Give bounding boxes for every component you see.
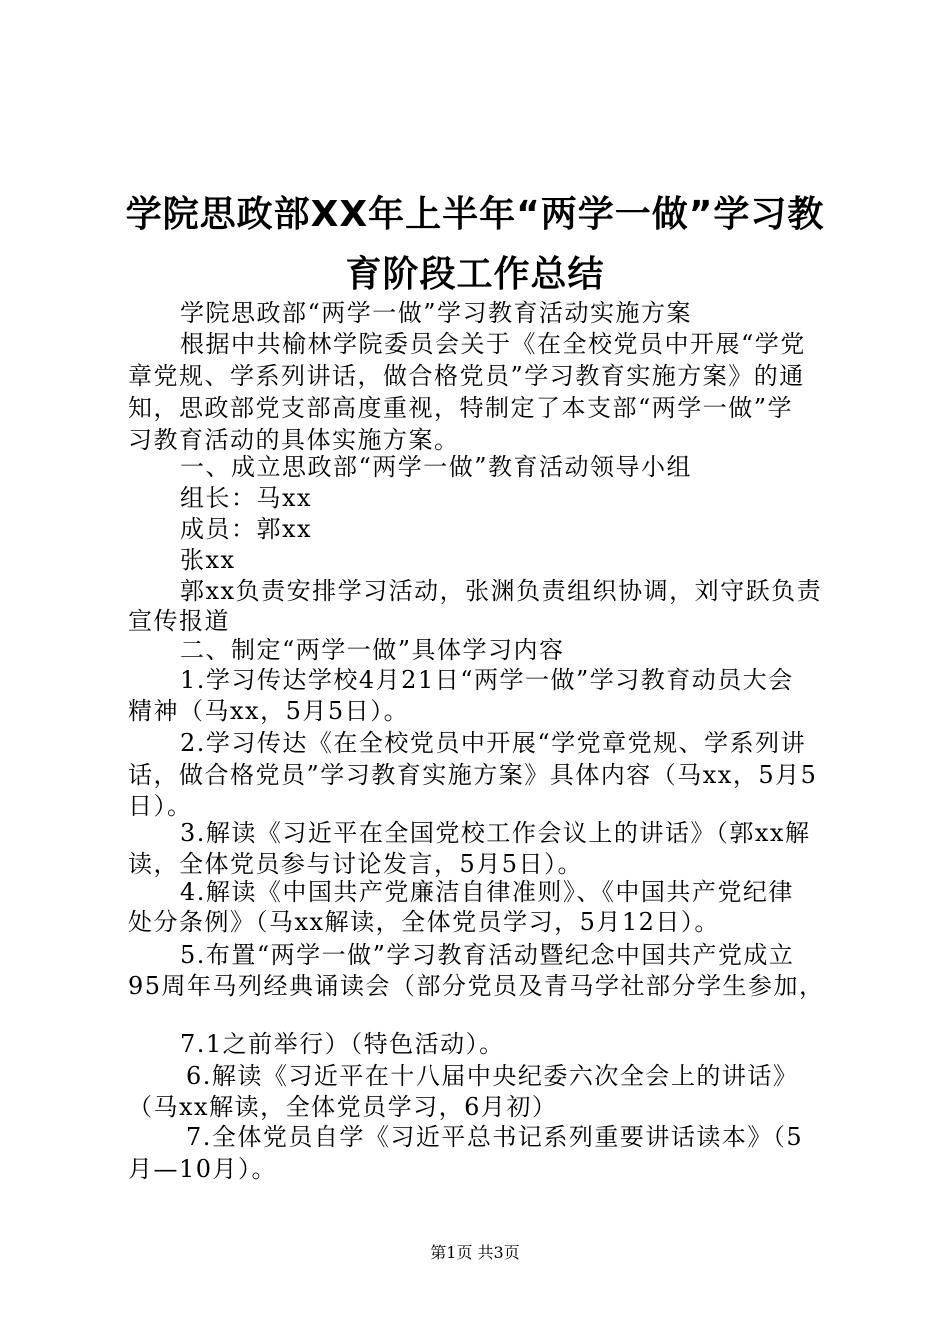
paragraph-line: 章党规、学系列讲话，做合格党员”学习教育实施方案》的通 (128, 362, 805, 390)
list-item: 读，全体党员参与讨论发言，5月5日）。 (128, 850, 584, 878)
paragraph-line: 郭xx负责安排学习活动，张渊负责组织协调，刘守跃负责 (180, 577, 823, 605)
document-title-line-2: 育阶段工作总结 (345, 254, 605, 295)
page-footer: 第1页 共3页 (430, 1243, 520, 1262)
list-item: 日）。 (128, 792, 193, 820)
list-item: 7.1之前举行）（特色活动）。 (180, 1030, 505, 1058)
section-heading: 一、成立思政部“两学一做”教育活动领导小组 (180, 453, 693, 481)
list-item: （马xx解读，全体党员学习，6月初） (128, 1093, 558, 1121)
section-heading: 二、制定“两学一做”具体学习内容 (180, 636, 565, 664)
paragraph-line: 张xx (180, 546, 236, 574)
list-item: 月—10月）。 (128, 1155, 278, 1183)
list-item: 5.布置“两学一做”学习教育活动暨纪念中国共产党成立 (180, 941, 795, 969)
paragraph-line: 习教育活动的具体实施方案。 (128, 426, 460, 454)
paragraph-line: 学院思政部“两学一做”学习教育活动实施方案 (180, 299, 693, 327)
list-item: 2.学习传达《在全校党员中开展“学党章党规、学系列讲 (180, 729, 807, 757)
list-item: 6.解读《习近平在十八届中央纪委六次全会上的讲话》 (186, 1062, 799, 1090)
list-item: 精神（马xx，5月5日）。 (128, 697, 410, 725)
document-title-line-1: 学院思政部XX年上半年“两学一做”学习教 (125, 194, 825, 235)
list-item: 1.学习传达学校4月21日“两学一做”学习教育动员大会 (180, 666, 794, 694)
paragraph-line: 根据中共榆林学院委员会关于《在全校党员中开展“学党 (180, 330, 806, 358)
paragraph-line: 组长：马xx (180, 484, 313, 512)
list-item: 3.解读《习近平在全国党校工作会议上的讲话》（郭xx解 (180, 819, 811, 847)
list-item: 7.全体党员自学《习近平总书记系列重要讲话读本》（5 (186, 1123, 804, 1151)
list-item: 处分条例》（马xx解读，全体党员学习，5月12日）。 (128, 908, 720, 936)
paragraph-line: 宣传报道 (128, 607, 230, 635)
list-item: 95周年马列经典诵读会（部分党员及青马学社部分学生参加， (128, 972, 825, 1000)
list-item: 话，做合格党员”学习教育实施方案》具体内容（马xx，5月5 (128, 761, 818, 789)
paragraph-line: 成员：郭xx (180, 515, 313, 543)
paragraph-line: 知，思政部党支部高度重视，特制定了本支部“两学一做”学 (128, 394, 794, 422)
list-item: 4.解读《中国共产党廉洁自律准则》、《中国共产党纪律 (180, 878, 794, 906)
